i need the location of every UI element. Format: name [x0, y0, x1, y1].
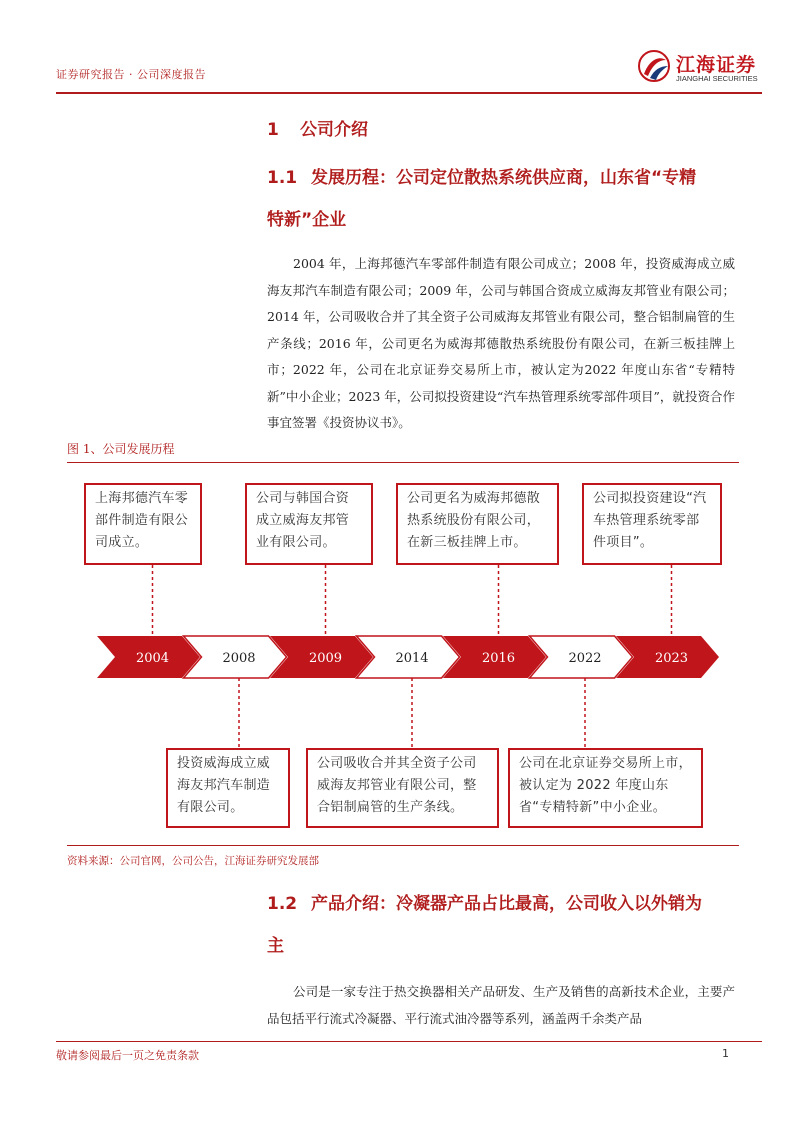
section-title-line2: 特新”企业 [267, 210, 347, 230]
timeline-year-2023: 2023 [654, 651, 689, 666]
event-box-2004: 上海邦德汽车零部件制造有限公司成立。 [84, 483, 202, 565]
event-box-2016: 公司更名为威海邦德散热系统股份有限公司，在新三板挂牌上市。 [396, 483, 559, 565]
event-box-2009: 公司与韩国合资成立威海友邦管业有限公司。 [245, 483, 373, 565]
report-type: 证券研究报告 · 公司深度报告 [56, 68, 206, 81]
timeline-year-2022: 2022 [568, 651, 602, 666]
section-title: 公司介绍 [300, 120, 368, 140]
figure-title: 图 1、公司发展历程 [67, 442, 175, 456]
logo-name-en: JIANGHAI SECURITIES [676, 74, 758, 83]
product-paragraph: 公司是一家专注于热交换器相关产品研发、生产及销售的高新技术企业，主要产品包括平行流式冷凝器、平行流式油冷器等系列，涵盖两千余类产品 [267, 984, 735, 1026]
page-number: 1 [722, 1047, 729, 1060]
section-1-2-heading [267, 883, 747, 967]
footer-rule [56, 1041, 762, 1042]
section-number: 1 [267, 120, 279, 140]
history-paragraph: 2004 年，上海邦德汽车零部件制造有限公司成立；2008 年，投资威海成立威海友邦汽车制造有限公司；2009 年，公司与韩国合资成立威海友邦管业有限公司；2014 年，公司吸收合并了其全资子公司威海友邦管业有限公司，整合铝制扁管的生产条线；2016 年，公司更名为威海邦德散热系统股份有限公司，在新三板挂牌上市；2022 年，公司在北京证券交易所上市，被认定为2022 年度山东省“专精特新”中小企业；2023 年，公司拟投资建设“汽车热管理系统零部件项目”，就投资合作事宜签署《投资协议书》。 [267, 256, 735, 430]
timeline-year-2016: 2016 [481, 651, 516, 666]
event-box-2008: 投资威海成立威海友邦汽车制造有限公司。 [166, 748, 290, 828]
timeline-year-2009: 2009 [308, 651, 343, 666]
timeline-year-2008: 2008 [222, 651, 256, 666]
event-box-2014: 公司吸收合并其全资子公司威海友邦管业有限公司，整合铝制扁管的生产条线。 [306, 748, 499, 828]
timeline-year-2004: 2004 [135, 651, 170, 666]
section-title-line1: 发展历程：公司定位散热系统供应商，山东省“专精 [311, 168, 697, 188]
section-number: 1.1 [267, 168, 298, 188]
event-box-2022: 公司在北京证券交易所上市，被认定为 2022 年度山东省“专精特新”中小企业。 [508, 748, 703, 828]
section-number: 1.2 [267, 894, 298, 914]
figure-source: 资料来源：公司官网，公司公告，江海证券研究发展部 [67, 855, 319, 867]
logo-name-cn: 江海证券 [676, 55, 757, 76]
event-box-2023: 公司拟投资建设“汽车热管理系统零部件项目”。 [582, 483, 722, 565]
footer-disclaimer: 敬请参阅最后一页之免责条款 [56, 1049, 199, 1062]
section-title-line1: 产品介绍：冷凝器产品占比最高，公司收入以外销为 [311, 894, 702, 914]
section-title-line2: 主 [267, 936, 284, 956]
timeline-year-2014: 2014 [395, 651, 429, 666]
figure-bottom-rule [67, 845, 739, 846]
